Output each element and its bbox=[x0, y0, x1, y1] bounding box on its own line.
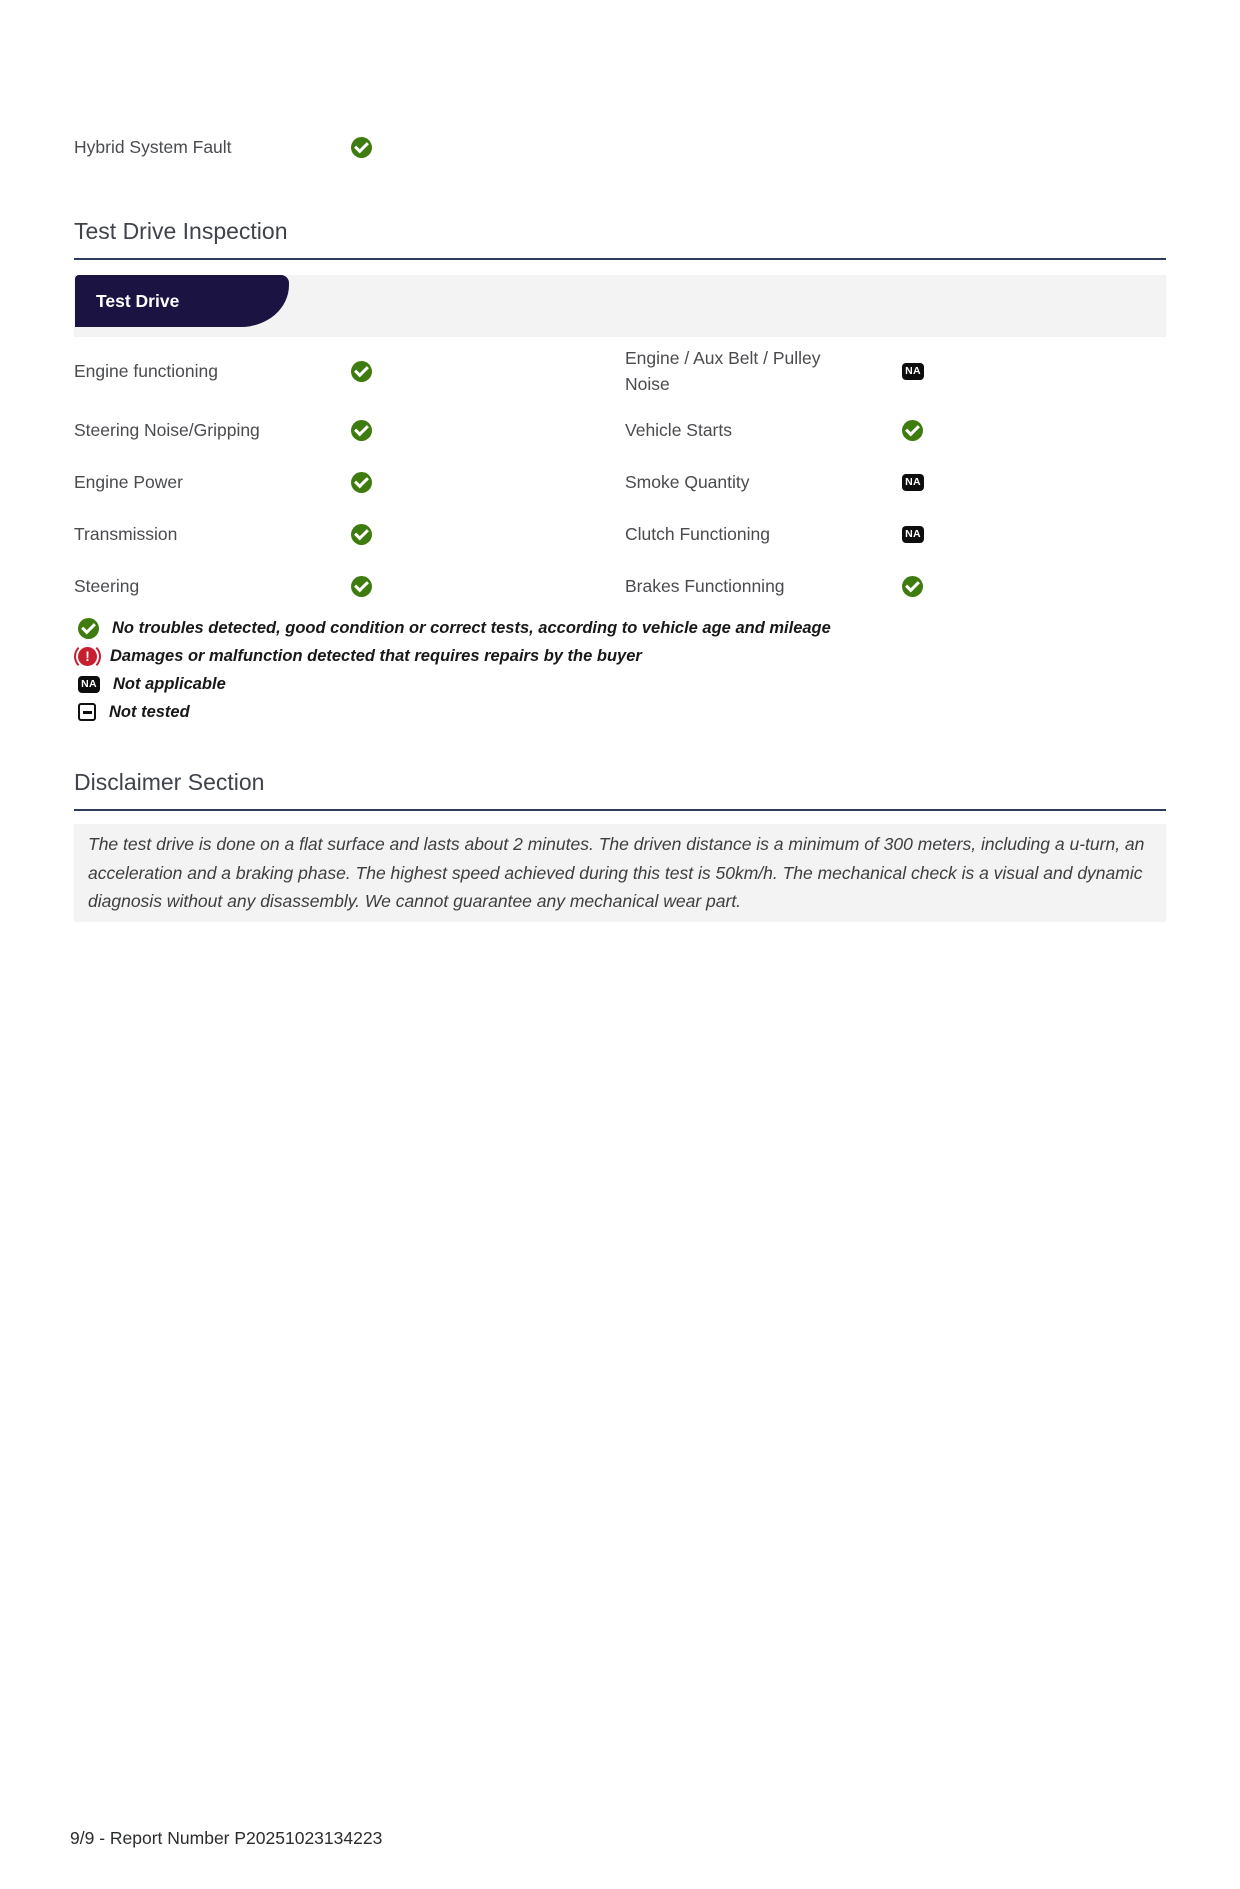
legend-text: Damages or malfunction detected that requires repairs by the buyer bbox=[110, 646, 642, 665]
legend-text: Not applicable bbox=[113, 674, 226, 693]
disclaimer-text: The test drive is done on a flat surface and lasts about 2 minutes. The driven distance is a minimum of 300 meters, including a u-turn, an acceleration and a braking phase. The highest speed achieved during this test is 50km/h. The mechanical check is a visual and dynamic diagnosis without any disassembly. We cannot guarantee any mechanical wear part. bbox=[88, 834, 1145, 911]
inspection-item-label: Vehicle Starts bbox=[625, 420, 732, 440]
test-drive-badge: Test Drive bbox=[75, 275, 289, 327]
check-circle-icon bbox=[351, 137, 372, 158]
page-content bbox=[0, 134, 1240, 922]
inspection-item-label: Brakes Functionning bbox=[625, 576, 785, 596]
status-icon bbox=[351, 420, 372, 441]
section-title-disclaimer: Disclaimer Section bbox=[74, 766, 1166, 811]
inspection-item-label: Engine Power bbox=[74, 472, 183, 492]
inspection-item-label: Smoke Quantity bbox=[625, 472, 750, 492]
legend-row bbox=[74, 614, 1166, 642]
status-icon bbox=[902, 576, 923, 597]
status-icon bbox=[351, 472, 372, 493]
inspection-item-label: Engine / Aux Belt / Pulley Noise bbox=[625, 348, 821, 394]
legend-row bbox=[74, 642, 1166, 670]
check-circle-icon bbox=[78, 618, 99, 639]
inspection-row bbox=[74, 508, 620, 560]
status-legend bbox=[74, 614, 1166, 726]
inspection-row bbox=[74, 456, 620, 508]
inspection-item-label: Engine functioning bbox=[74, 361, 218, 381]
status-icon bbox=[902, 420, 923, 441]
inspection-item-label: Hybrid System Fault bbox=[74, 137, 232, 157]
inspection-row bbox=[620, 456, 1166, 508]
test-drive-header-band bbox=[74, 275, 1166, 337]
page-footer: 9/9 - Report Number P20251023134223 bbox=[70, 1828, 383, 1848]
inspection-row bbox=[74, 404, 620, 456]
report-page bbox=[0, 134, 1240, 1848]
minus-square-icon bbox=[78, 703, 96, 721]
inspection-row bbox=[620, 508, 1166, 560]
na-badge-icon bbox=[78, 676, 100, 693]
exclamation-circle-icon bbox=[78, 647, 97, 666]
inspection-row bbox=[620, 404, 1166, 456]
legend-row bbox=[74, 670, 1166, 698]
legend-text: Not tested bbox=[109, 702, 190, 721]
status-icon bbox=[902, 474, 924, 491]
inspection-row bbox=[620, 338, 1166, 404]
status-icon bbox=[351, 361, 372, 382]
legend-text: No troubles detected, good condition or correct tests, according to vehicle age and mileage bbox=[112, 618, 831, 637]
status-icon bbox=[351, 576, 372, 597]
status-icon bbox=[902, 526, 924, 543]
inspection-row bbox=[74, 560, 620, 612]
inspection-item-label: Steering Noise/Gripping bbox=[74, 420, 260, 440]
test-drive-items-grid bbox=[74, 338, 1166, 612]
status-icon bbox=[902, 363, 924, 380]
section-title-test-drive-inspection: Test Drive Inspection bbox=[74, 215, 1166, 260]
inspection-item-label: Steering bbox=[74, 576, 140, 596]
legend-row bbox=[74, 698, 1166, 726]
status-icon bbox=[351, 524, 372, 545]
inspection-item-label: Clutch Functioning bbox=[625, 524, 770, 544]
inspection-item-label: Transmission bbox=[74, 524, 178, 544]
inspection-row-hybrid-system-fault bbox=[74, 134, 1166, 160]
disclaimer-box bbox=[74, 824, 1166, 922]
inspection-row bbox=[620, 560, 1166, 612]
inspection-row bbox=[74, 338, 620, 404]
